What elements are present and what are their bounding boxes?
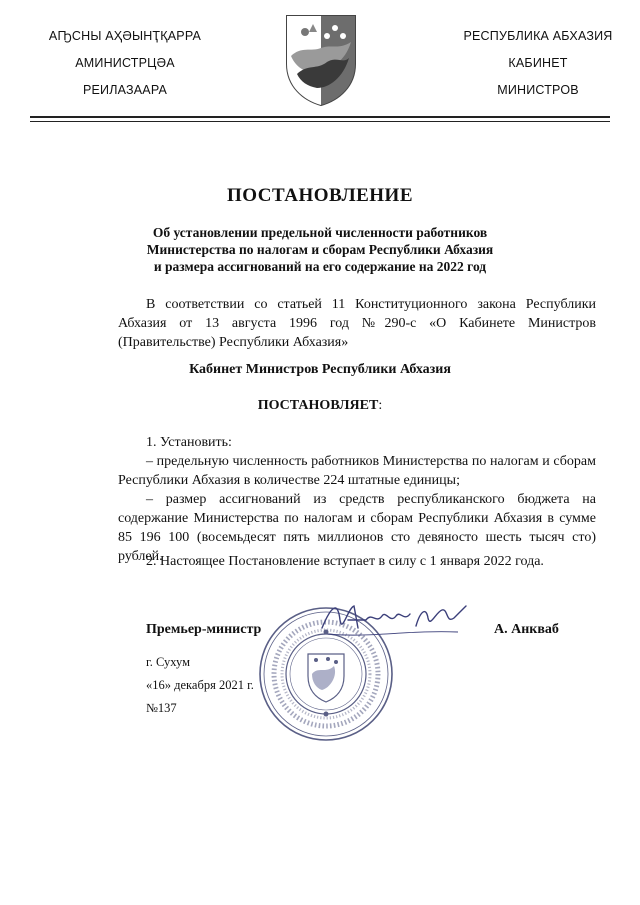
item-1-appropriations: – размер ассигнований из средств республиканского бюджета на содержание Министерства по налогам и сборам Республики Абхазия в сумме 85 196 100 (восемьдесят пять миллионов сто девяносто шесть тысяч сто) рублей. (118, 492, 596, 564)
header-left-line-1: АҦСНЫ АҲӘЫНҬҚАРРА (48, 29, 202, 43)
header-right-line-2: КАБИНЕТ (508, 56, 568, 70)
document-title: ПОСТАНОВЛЕНИЕ (226, 185, 414, 206)
header-divider-thick (30, 116, 610, 118)
header-left-line-3: РЕИЛАЗААРА (82, 83, 168, 97)
header-divider-thin (30, 121, 610, 122)
header-left-line-2: АМИНИСТРЦӘА (75, 56, 175, 70)
document-place: г. Сухум (146, 655, 191, 669)
resolves-word: ПОСТАНОВЛЯЕТ (257, 398, 379, 413)
header-right-line-3: МИНИСТРОВ (497, 83, 579, 97)
preamble-paragraph: В соответствии со статьей 11 Конституционного закона Республики Абхазия от 13 августа 1996 год №290-с «О Кабинете Министров (Правительстве) Республики Абхазия» (118, 297, 596, 350)
item-2-effective-date: 2. Настоящее Постановление вступает в силу с 1 января 2022 года. (146, 554, 544, 569)
signatory-position: Премьер-министр (146, 622, 262, 637)
header-right-block (438, 24, 638, 105)
signatory-name: А. Анкваб (494, 622, 559, 637)
document-number: №137 (146, 701, 177, 715)
resolves-colon: : (378, 398, 383, 413)
item-1-headcount: – предельную численность работников Министерства по налогам и сборам Республики Абхазия в количестве 224 штатные единицы; (118, 454, 596, 488)
resolves-heading (0, 398, 640, 414)
subject-line-2: Министерства по налогам и сборам Республики Абхазия (146, 242, 494, 257)
document-subject (60, 224, 580, 275)
issuing-authority: Кабинет Министров Республики Абхазия (189, 362, 451, 377)
header-left-block (30, 24, 220, 105)
subject-line-1: Об установлении предельной численности работников (152, 225, 488, 240)
subject-line-3: и размера ассигнований на его содержание на 2022 год (153, 259, 487, 274)
header-right-line-1: РЕСПУБЛИКА АБХАЗИЯ (463, 29, 613, 43)
item-1-heading: 1. Установить: (146, 435, 232, 450)
signature-icon (318, 598, 468, 642)
document-date: «16» декабря 2021 г. (146, 678, 254, 692)
coat-of-arms-icon (283, 12, 359, 108)
